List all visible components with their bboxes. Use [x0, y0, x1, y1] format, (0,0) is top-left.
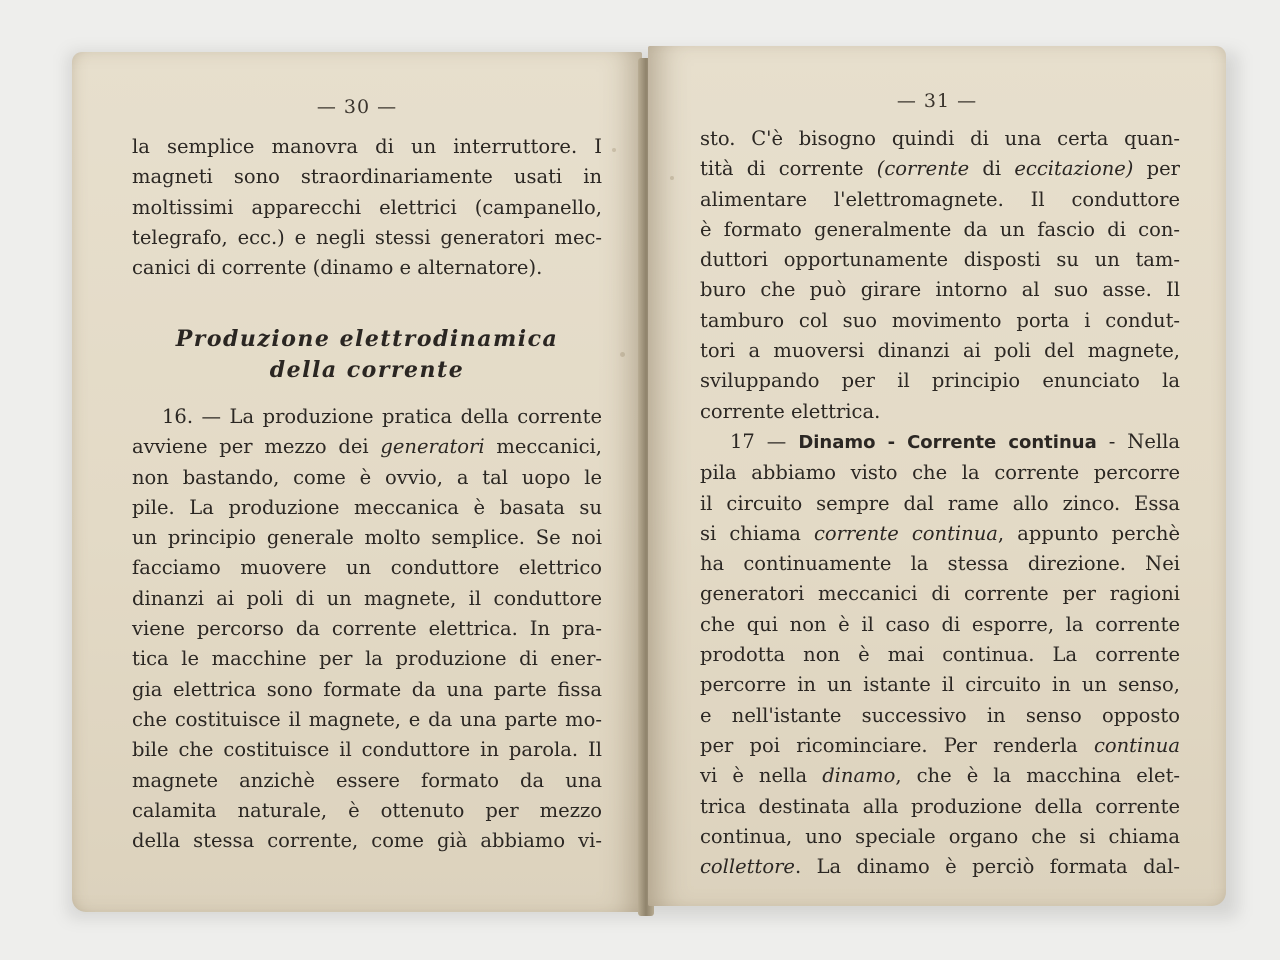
text-line: generatori meccanici di corrente per ragioni — [700, 582, 1180, 606]
text-line: un principio generale molto semplice. Se noi — [132, 526, 602, 550]
heading-line-2: della corrente — [269, 357, 465, 383]
text-line: continua, uno speciale organo che si chiama — [700, 824, 1180, 848]
text-run: si chiama — [700, 521, 814, 545]
text-line: sviluppando per il principio enunciato la — [700, 369, 1180, 393]
paper-spot — [620, 352, 625, 357]
text-line: sto. C'è bisogno quindi di una certa quan- — [700, 127, 1180, 150]
italic-term: collettore — [700, 855, 795, 879]
text-line: gia elettrica sono formate da una parte fissa — [132, 677, 602, 701]
page-number-left: — 30 — — [316, 96, 398, 118]
italic-term: dinamo — [822, 764, 896, 788]
text-line — [700, 731, 1180, 761]
text-line: è formato generalmente da un fascio di con- — [700, 217, 1180, 241]
text-line: facciamo muovere un conduttore elettrico — [132, 556, 602, 580]
heading-line-1: Produzione elettrodinamica — [175, 326, 559, 352]
left-text-top — [132, 132, 602, 283]
italic-term: eccitazione) — [1014, 157, 1134, 181]
text-run: vi è nella — [700, 764, 823, 788]
text-line: canici di corrente (dinamo e alternatore). — [132, 256, 543, 280]
text-run: per poi ricominciare. Per renderla — [700, 733, 1094, 757]
text-run: per — [1133, 157, 1180, 181]
text-run: di — [969, 157, 1015, 181]
text-run: avviene per mezzo dei — [132, 435, 381, 459]
text-line: trica destinata alla produzione della corrente — [700, 794, 1180, 818]
text-line: la semplice manovra di un interruttore. I — [132, 135, 602, 158]
paper-spot — [670, 176, 674, 180]
text-run: tità di corrente — [700, 157, 877, 181]
right-text — [700, 124, 1180, 882]
text-run: - Nella — [1096, 429, 1181, 453]
section-heading — [132, 324, 602, 386]
text-line: magnete anzichè essere formato da una — [132, 768, 602, 792]
text-line: buro che può girare intorno al suo asse. Il — [700, 278, 1180, 302]
text-line: che costituisce il magnete, e da una parte mo- — [132, 707, 602, 731]
text-line: ha continuamente la stessa direzione. Nei — [700, 552, 1180, 576]
text-line: duttori opportunamente disposti su un tam- — [700, 248, 1180, 272]
text-line: tamburo col suo movimento porta i condut- — [700, 308, 1180, 332]
text-line: che qui non è il caso di esporre, la corrente — [700, 612, 1180, 636]
left-text-paragraph-16 — [132, 402, 602, 856]
text-line — [700, 154, 1180, 184]
text-line — [132, 432, 602, 462]
text-line: moltissimi apparecchi elettrici (campanello, — [132, 195, 602, 219]
text-line: magneti sono straordinariamente usati in — [132, 165, 602, 189]
text-line: pila abbiamo visto che la corrente percorre — [700, 461, 1180, 485]
text-run: , appunto perchè — [997, 521, 1181, 545]
text-line: alimentare l'elettromagnete. Il conduttore — [700, 187, 1180, 211]
italic-term: generatori — [380, 435, 485, 459]
text-line: il circuito sempre dal rame allo zinco. Essa — [700, 491, 1180, 515]
text-line — [700, 761, 1180, 791]
text-line: percorre in un istante il circuito in un senso, — [700, 673, 1180, 697]
paragraph-number: 17 — — [730, 429, 799, 453]
text-line — [700, 852, 1180, 882]
text-line: pile. La produzione meccanica è basata su — [132, 495, 602, 519]
text-line: prodotta non è mai continua. La corrente — [700, 643, 1180, 667]
text-run: meccanici, — [484, 435, 602, 459]
left-page — [72, 52, 642, 912]
text-line: viene percorso da corrente elettrica. In pra- — [132, 617, 602, 641]
text-line: tica le macchine per la produzione di ener- — [132, 647, 602, 671]
text-line: tori a muoversi dinanzi ai poli del magnete, — [700, 339, 1180, 363]
text-run: . La dinamo è perciò formata dal- — [794, 855, 1180, 879]
right-page — [648, 46, 1226, 906]
text-line — [700, 519, 1180, 549]
text-run: , che è la macchina elet- — [895, 764, 1180, 788]
text-line: dinanzi ai poli di un magnete, il conduttore — [132, 586, 602, 610]
paper-spot — [612, 148, 616, 152]
text-line: telegrafo, ecc.) e negli stessi generatori mec- — [132, 225, 602, 249]
paragraph-17-lead — [700, 427, 1180, 458]
text-line: bile che costituisce il conduttore in parola. Il — [132, 738, 602, 762]
text-line: corrente elettrica. — [700, 399, 881, 423]
paragraph-title: Dinamo - Corrente continua — [798, 431, 1097, 453]
text-line: della stessa corrente, come già abbiamo vi- — [132, 829, 602, 853]
text-line: non bastando, come è ovvio, a tal uopo le — [132, 465, 602, 489]
page-number-right: — 31 — — [896, 90, 978, 112]
paragraph-16-lead: 16. — La produzione pratica della corrente — [162, 405, 602, 428]
text-line: calamita naturale, è ottenuto per mezzo — [132, 798, 602, 822]
open-book — [60, 38, 1240, 918]
italic-term: corrente continua — [813, 521, 998, 545]
text-line: e nell'istante successivo in senso opposto — [700, 703, 1180, 727]
italic-term: continua — [1093, 733, 1180, 757]
italic-term: (corrente — [876, 157, 970, 181]
